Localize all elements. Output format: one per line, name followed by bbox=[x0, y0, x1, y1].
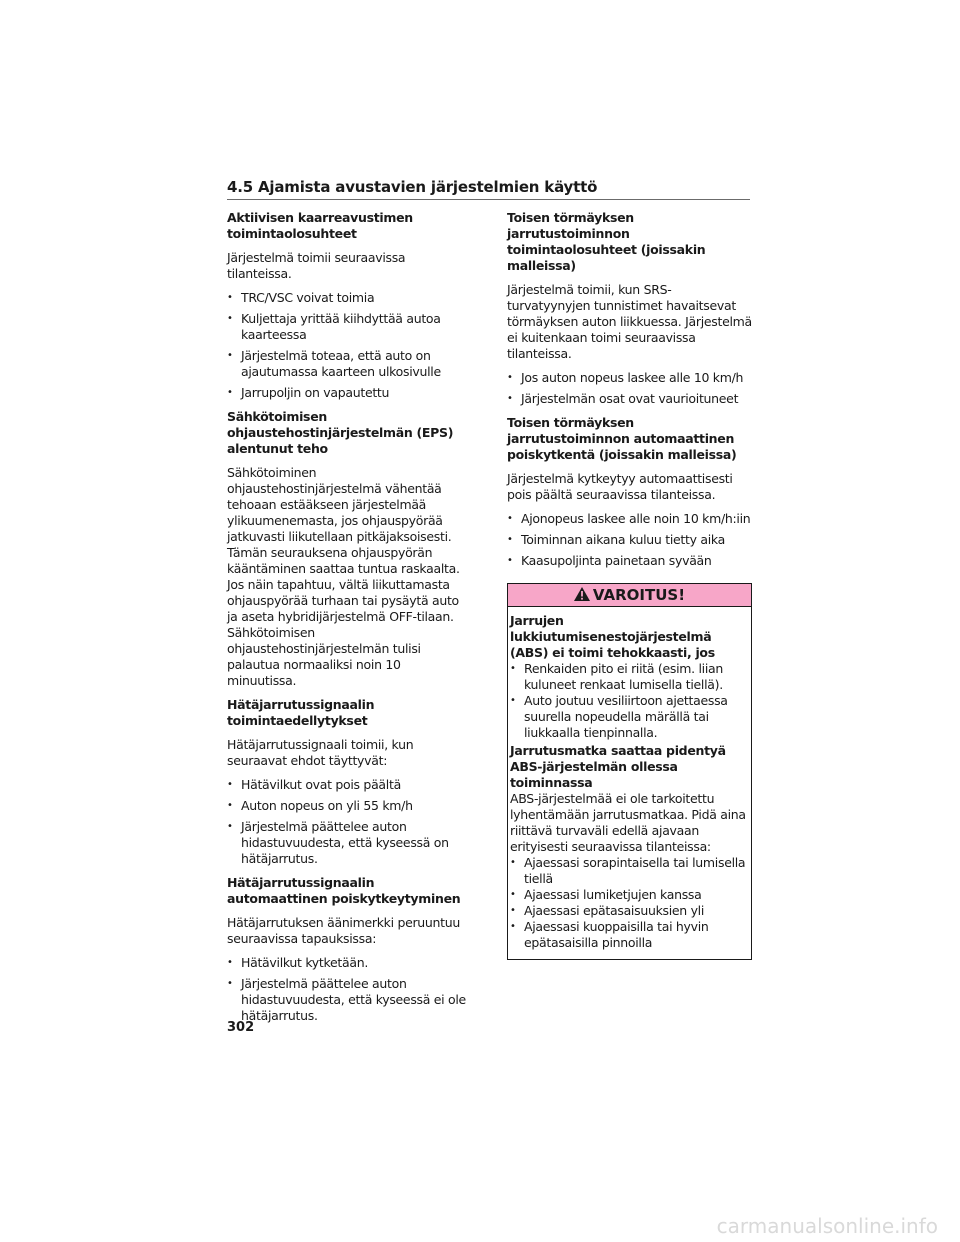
section-heading: Toisen törmäyksen jarrutustoiminnon toimintaolosuhteet (joissakin malleissa) bbox=[507, 210, 706, 273]
bullet-list bbox=[510, 855, 749, 951]
section-heading: Hätäjarrutussignaalin toimintaedellytykset bbox=[227, 697, 375, 728]
paragraph: ABS-järjestelmää ei ole tarkoitettu lyhentämään jarrutusmatkaa. Pidä aina riittävä turvaväli edellä ajavaan erityisesti seuraavissa tilanteissa: bbox=[510, 791, 746, 854]
warning-triangle-icon bbox=[574, 587, 593, 604]
paragraph: Järjestelmä toimii, kun SRS-turvatyynyjen tunnistimet havaitsevat törmäyksen auton liikkuessa. Järjestelmä ei kuitenkaan toimi seuraavissa tilanteissa. bbox=[507, 282, 752, 361]
list-item: • Ajonopeus laskee alle noin 10 km/h:iin bbox=[507, 511, 752, 527]
bullet-list bbox=[510, 661, 749, 741]
list-item: • Hätävilkut kytketään. bbox=[227, 955, 472, 971]
warning-subheading: Jarrutusmatka saattaa pidentyä ABS-järjestelmän ollessa toiminnassa bbox=[510, 743, 726, 790]
list-item: • Järjestelmä päättelee auton hidastuvuudesta, että kyseessä ei ole hätäjarrutus. bbox=[227, 976, 472, 1024]
list-item: • Hätävilkut ovat pois päältä bbox=[227, 777, 472, 793]
bullet-list bbox=[227, 955, 472, 1024]
section-heading: Hätäjarrutussignaalin automaattinen poiskytkeytyminen bbox=[227, 875, 461, 906]
bullet-list bbox=[227, 777, 472, 867]
section-eps bbox=[227, 409, 472, 689]
warning-header bbox=[508, 584, 751, 607]
list-item: • Jos auton nopeus laskee alle 10 km/h bbox=[507, 370, 752, 386]
bullet-list bbox=[507, 511, 752, 569]
section-heading: Aktiivisen kaarreavustimen toimintaolosuhteet bbox=[227, 210, 413, 241]
section-heading: Sähkötoimisen ohjaustehostinjärjestelmän (EPS) alentunut teho bbox=[227, 409, 454, 456]
list-item: • Ajaessasi sorapintaisella tai lumisella tiellä bbox=[510, 855, 749, 887]
warning-body bbox=[508, 607, 751, 951]
list-item: • Järjestelmä päättelee auton hidastuvuudesta, että kyseessä on hätäjarrutus. bbox=[227, 819, 472, 867]
list-item: • Jarrupoljin on vapautettu bbox=[227, 385, 472, 401]
list-item: • Auto joutuu vesiliirtoon ajettaessa suurella nopeudella märällä tai liukkaalla tienpinnalla. bbox=[510, 693, 749, 741]
bullet-list bbox=[507, 370, 752, 407]
right-column bbox=[507, 210, 752, 960]
warning-box bbox=[507, 583, 752, 960]
warning-subheading: Jarrujen lukkiutumisenestojärjestelmä (ABS) ei toimi tehokkaasti, jos bbox=[510, 613, 715, 660]
warning-block-braking-distance bbox=[510, 743, 749, 951]
paragraph: Sähkötoiminen ohjaustehostinjärjestelmä vähentää tehoaan estääkseen järjestelmää ylikuumenemasta, jos ohjauspyörää jatkuvasti liikutellaan pitkäjaksoisesti. Tämän seurauksena ohjauspyörän kääntäminen saattaa tuntua raskaalta. Jos näin tapahtuu, vältä liikuttamasta ohjauspyörää turhaan tai pysäytä auto ja aseta hybridijärjestelmä OFF-tilaan. Sähkötoimisen ohjaustehostinjärjestelmän tulisi palautua normaaliksi noin 10 minuutissa. bbox=[227, 465, 460, 688]
watermark: carmanualsonline.info bbox=[716, 1214, 938, 1238]
page-number: 302 bbox=[227, 1020, 255, 1035]
section-emergency-brake-auto-off bbox=[227, 875, 472, 1024]
list-item: • Kuljettaja yrittää kiihdyttää autoa kaarteessa bbox=[227, 311, 472, 343]
warning-title: VAROITUS! bbox=[592, 586, 686, 604]
warning-block-abs bbox=[510, 613, 749, 741]
list-item: • Auton nopeus on yli 55 km/h bbox=[227, 798, 472, 814]
section-heading: Toisen törmäyksen jarrutustoiminnon automaattinen poiskytkentä (joissakin malleissa) bbox=[507, 415, 737, 462]
section-emergency-brake-signal bbox=[227, 697, 472, 867]
list-item: • Kaasupoljinta painetaan syvään bbox=[507, 553, 752, 569]
paragraph: Järjestelmä toimii seuraavissa tilanteissa. bbox=[227, 250, 406, 281]
list-item: • TRC/VSC voivat toimia bbox=[227, 290, 472, 306]
section-active-curve-assist bbox=[227, 210, 472, 401]
section-secondary-collision-brake bbox=[507, 210, 752, 407]
section-secondary-collision-auto-off bbox=[507, 415, 752, 569]
list-item: • Järjestelmän osat ovat vaurioituneet bbox=[507, 391, 752, 407]
bullet-list bbox=[227, 290, 472, 401]
left-column bbox=[227, 210, 472, 1032]
list-item: • Toiminnan aikana kuluu tietty aika bbox=[507, 532, 752, 548]
list-item: • Ajaessasi kuoppaisilla tai hyvin epätasaisilla pinnoilla bbox=[510, 919, 749, 951]
paragraph: Hätäjarrutussignaali toimii, kun seuraavat ehdot täyttyvät: bbox=[227, 737, 414, 768]
paragraph: Hätäjarrutuksen äänimerkki peruuntuu seuraavissa tapauksissa: bbox=[227, 915, 461, 946]
list-item: • Ajaessasi epätasaisuuksien yli bbox=[510, 903, 749, 919]
list-item: • Ajaessasi lumiketjujen kanssa bbox=[510, 887, 749, 903]
list-item: • Järjestelmä toteaa, että auto on ajautumassa kaarteen ulkosivulle bbox=[227, 348, 472, 380]
paragraph: Järjestelmä kytkeytyy automaattisesti pois päältä seuraavissa tilanteissa. bbox=[507, 471, 733, 502]
header-divider bbox=[227, 199, 750, 200]
list-item: • Renkaiden pito ei riitä (esim. liian kuluneet renkaat lumisella tiellä). bbox=[510, 661, 749, 693]
section-title: 4.5 Ajamista avustavien järjestelmien käyttö bbox=[227, 178, 598, 196]
